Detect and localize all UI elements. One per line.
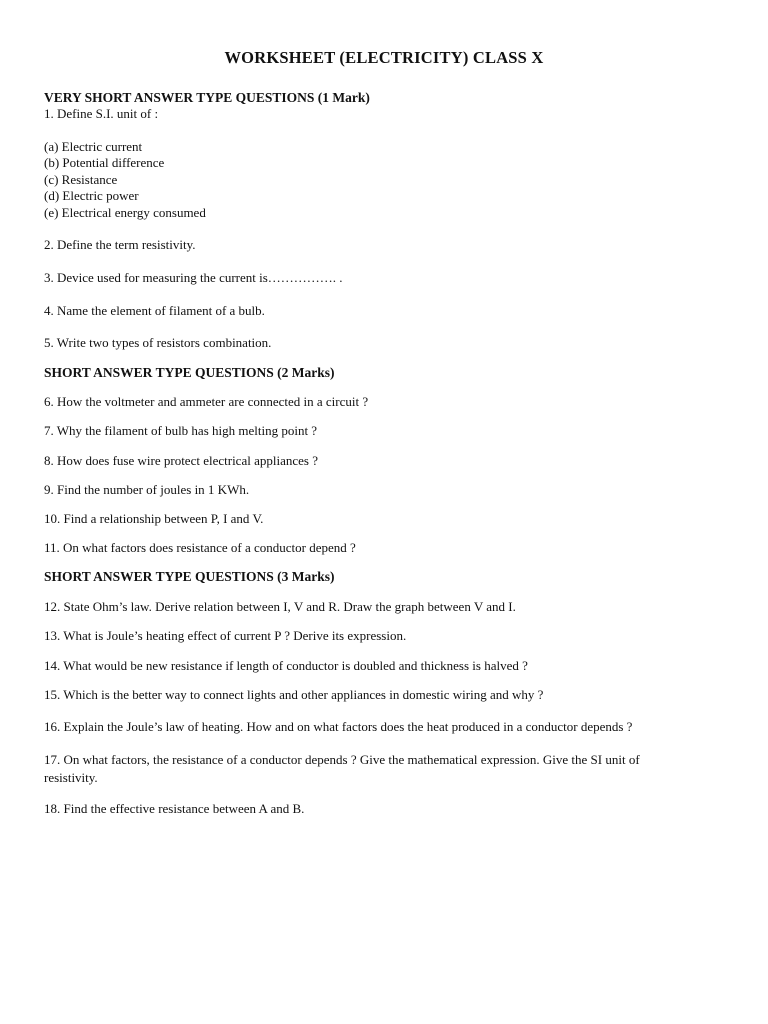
question-6: 6. How the voltmeter and ammeter are connected in a circuit ? — [44, 394, 369, 409]
question-10: 10. Find a relationship between P, I and V. — [44, 511, 264, 526]
question-13: 13. What is Joule’s heating effect of current P ? Derive its expression. — [44, 628, 407, 643]
section-heading-2-marks: SHORT ANSWER TYPE QUESTIONS (2 Marks) — [44, 365, 335, 380]
question-18: 18. Find the effective resistance between A and B. — [44, 801, 305, 816]
question-1: 1. Define S.I. unit of : — [44, 106, 159, 121]
question-3: 3. Device used for measuring the current is……………. . — [44, 270, 343, 285]
question-15: 15. Which is the better way to connect lights and other appliances in domestic wiring and why ? — [44, 687, 544, 702]
question-12: 12. State Ohm’s law. Derive relation between I, V and R. Draw the graph between V and I. — [44, 599, 516, 614]
question-7: 7. Why the filament of bulb has high melting point ? — [44, 423, 318, 438]
question-16: 16. Explain the Joule’s law of heating. How and on what factors does the heat produced in a conductor depends ? — [44, 719, 633, 734]
question-11: 11. On what factors does resistance of a conductor depend ? — [44, 540, 356, 555]
q1-part-d: (d) Electric power — [44, 188, 139, 203]
question-5: 5. Write two types of resistors combination. — [44, 335, 272, 350]
question-14: 14. What would be new resistance if length of conductor is doubled and thickness is halved ? — [44, 658, 528, 673]
q1-part-e: (e) Electrical energy consumed — [44, 205, 206, 220]
question-4: 4. Name the element of filament of a bulb. — [44, 303, 265, 318]
page-title: WORKSHEET (ELECTRICITY) CLASS X — [224, 48, 544, 67]
q1-part-a: (a) Electric current — [44, 139, 143, 154]
q1-part-c: (c) Resistance — [44, 172, 118, 187]
section-heading-3-marks: SHORT ANSWER TYPE QUESTIONS (3 Marks) — [44, 569, 335, 584]
question-9: 9. Find the number of joules in 1 KWh. — [44, 482, 250, 497]
question-2: 2. Define the term resistivity. — [44, 237, 196, 252]
section-heading-very-short: VERY SHORT ANSWER TYPE QUESTIONS (1 Mark) — [44, 90, 370, 105]
question-8: 8. How does fuse wire protect electrical appliances ? — [44, 453, 318, 468]
question-17: 17. On what factors, the resistance of a conductor depends ? Give the mathematical expression. Give the SI unit of resistivity. — [44, 752, 640, 785]
q1-part-b: (b) Potential difference — [44, 155, 165, 170]
